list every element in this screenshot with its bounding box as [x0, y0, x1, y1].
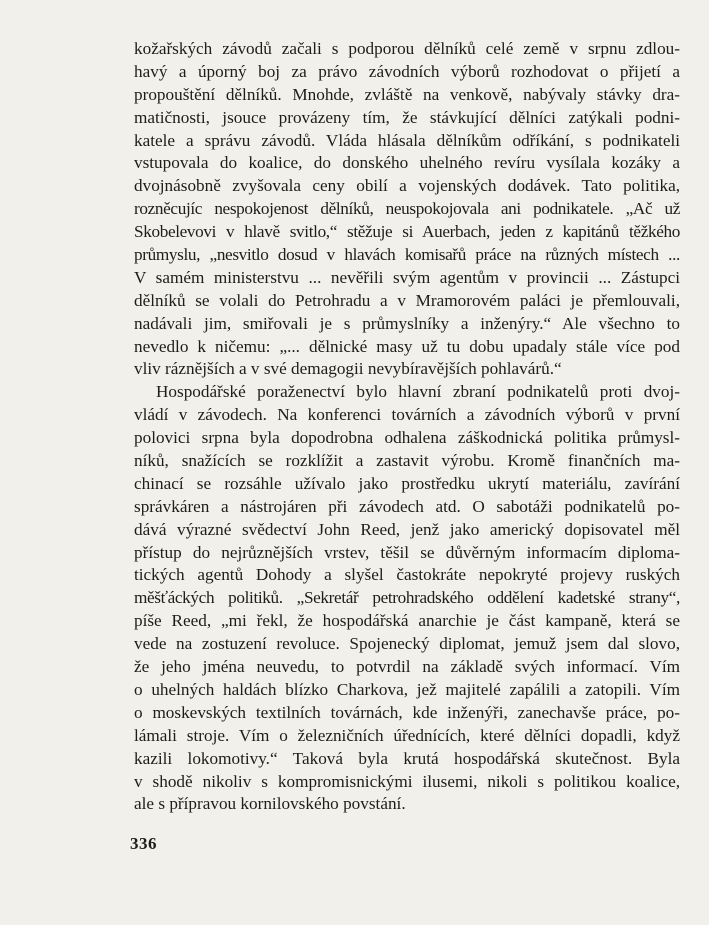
paragraph-start-line: Hospodářské poraženectví bylo hlavní zbraní podnikatelů proti dvoj-: [156, 382, 680, 402]
text-line: vede na zostuzení revoluce. Spojenecký diplomat, jemuž jsem dal slovo,: [134, 634, 680, 654]
text-line: nevedlo k ničemu: „... dělnické masy už tu dobu upadaly stále více pod: [134, 336, 680, 356]
text-line: nadávali jim, smiřovali je s průmyslníky a inženýry.“ Ale všechno to: [134, 313, 680, 333]
page-number: 336: [130, 834, 157, 853]
text-line: vstupovala do koalice, do donského uhelného revíru vysílala kozáky a: [134, 153, 680, 173]
text-line: správkáren a nástrojáren při závodech atd. O sabotáži podnikatelů po-: [134, 496, 680, 516]
text-line: vládí v závodech. Na konferenci továrních a závodních výborů v první: [134, 405, 680, 425]
text-line: katele a správu závodů. Vláda hlásala dělníkům odříkání, s podnikateli: [134, 130, 680, 150]
text-line: matičnosti, jsouce provázeny tím, že stávkující dělníci zatýkali podni-: [134, 107, 680, 127]
text-line: tických agentů Dohody a slyšel častokráte nepokryté projevy ruských: [134, 565, 680, 585]
text-line: v shodě nikoliv s kompromisnickými ilusemi, nikoli s politikou koalice,: [134, 771, 680, 791]
text-line: přístup do nejrůznějších vrstev, těšil se důvěrným informacím diploma-: [134, 542, 680, 562]
text-line: kazili lokomotivy.“ Taková byla krutá hospodářská skutečnost. Byla: [134, 748, 680, 768]
text-line: havý a úporný boj za právo závodních výborů rozhodovat o přijetí a: [134, 61, 680, 81]
text-line: dvojnásobně zvyšovala ceny obilí a vojenských dodávek. Tato politika,: [134, 176, 680, 196]
text-line: že jeho jména neuvedu, to potvrdil na základě svých informací. Vím: [134, 657, 680, 677]
text-line: V samém ministerstvu ... nevěřili svým agentům v provincii ... Zástupci: [134, 267, 680, 287]
body-text: [134, 38, 680, 816]
text-line: o uhelných haldách blízko Charkova, jež majitelé zapálili a zatopili. Vím: [134, 679, 680, 699]
text-line: rozněcujíc nespokojenost dělníků, neuspokojovala ani podnikatele. „Ač už: [134, 199, 680, 219]
text-line: dává výrazné svědectví John Reed, jenž jako americký dopisovatel měl: [134, 519, 680, 539]
paragraph-end-line: vliv ráznějších a v své demagogii nevybíravějších pohlavárů.“: [134, 359, 562, 379]
text-line: průmyslu, „nesvitlo dosud v hlavách komisařů práce na různých místech ...: [134, 245, 680, 265]
text-line: polovici srpna byla dopodrobna odhalena záškodnická politika průmysl-: [134, 428, 680, 448]
text-line: o moskevských textilních továrnách, kde inženýři, zanechavše práce, po-: [134, 702, 680, 722]
text-line: níků, snažících se rozklížit a zastavit výrobu. Kromě finančních ma-: [134, 451, 680, 471]
text-line: píše Reed, „mi řekl, že hospodářská anarchie je část kampaně, která se: [134, 611, 680, 631]
paragraph-end-line: ale s přípravou kornilovského povstání.: [134, 794, 406, 814]
text-line: dělníků se volali do Petrohradu a v Mramorovém paláci je přemlouvali,: [134, 290, 680, 310]
text-line: propouštění dělníků. Mnohde, zvláště na venkově, nabývaly stávky dra-: [134, 84, 680, 104]
text-line: chinací se rozsáhle užívalo jako prostředku ukrytí materiálu, zavírání: [134, 473, 680, 493]
text-line: lámali stroje. Vím o železničních úřednících, které dělníci dopadli, když: [134, 725, 680, 745]
text-line: měšťáckých politiků. „Sekretář petrohradského oddělení kadetské strany“,: [134, 588, 680, 608]
text-line: Skobelevovi v hlavě svitlo,“ stěžuje si Auerbach, jeden z kapitánů těžkého: [134, 222, 680, 242]
text-line: kožařských závodů začali s podporou dělníků celé země v srpnu zdlou-: [134, 39, 680, 58]
